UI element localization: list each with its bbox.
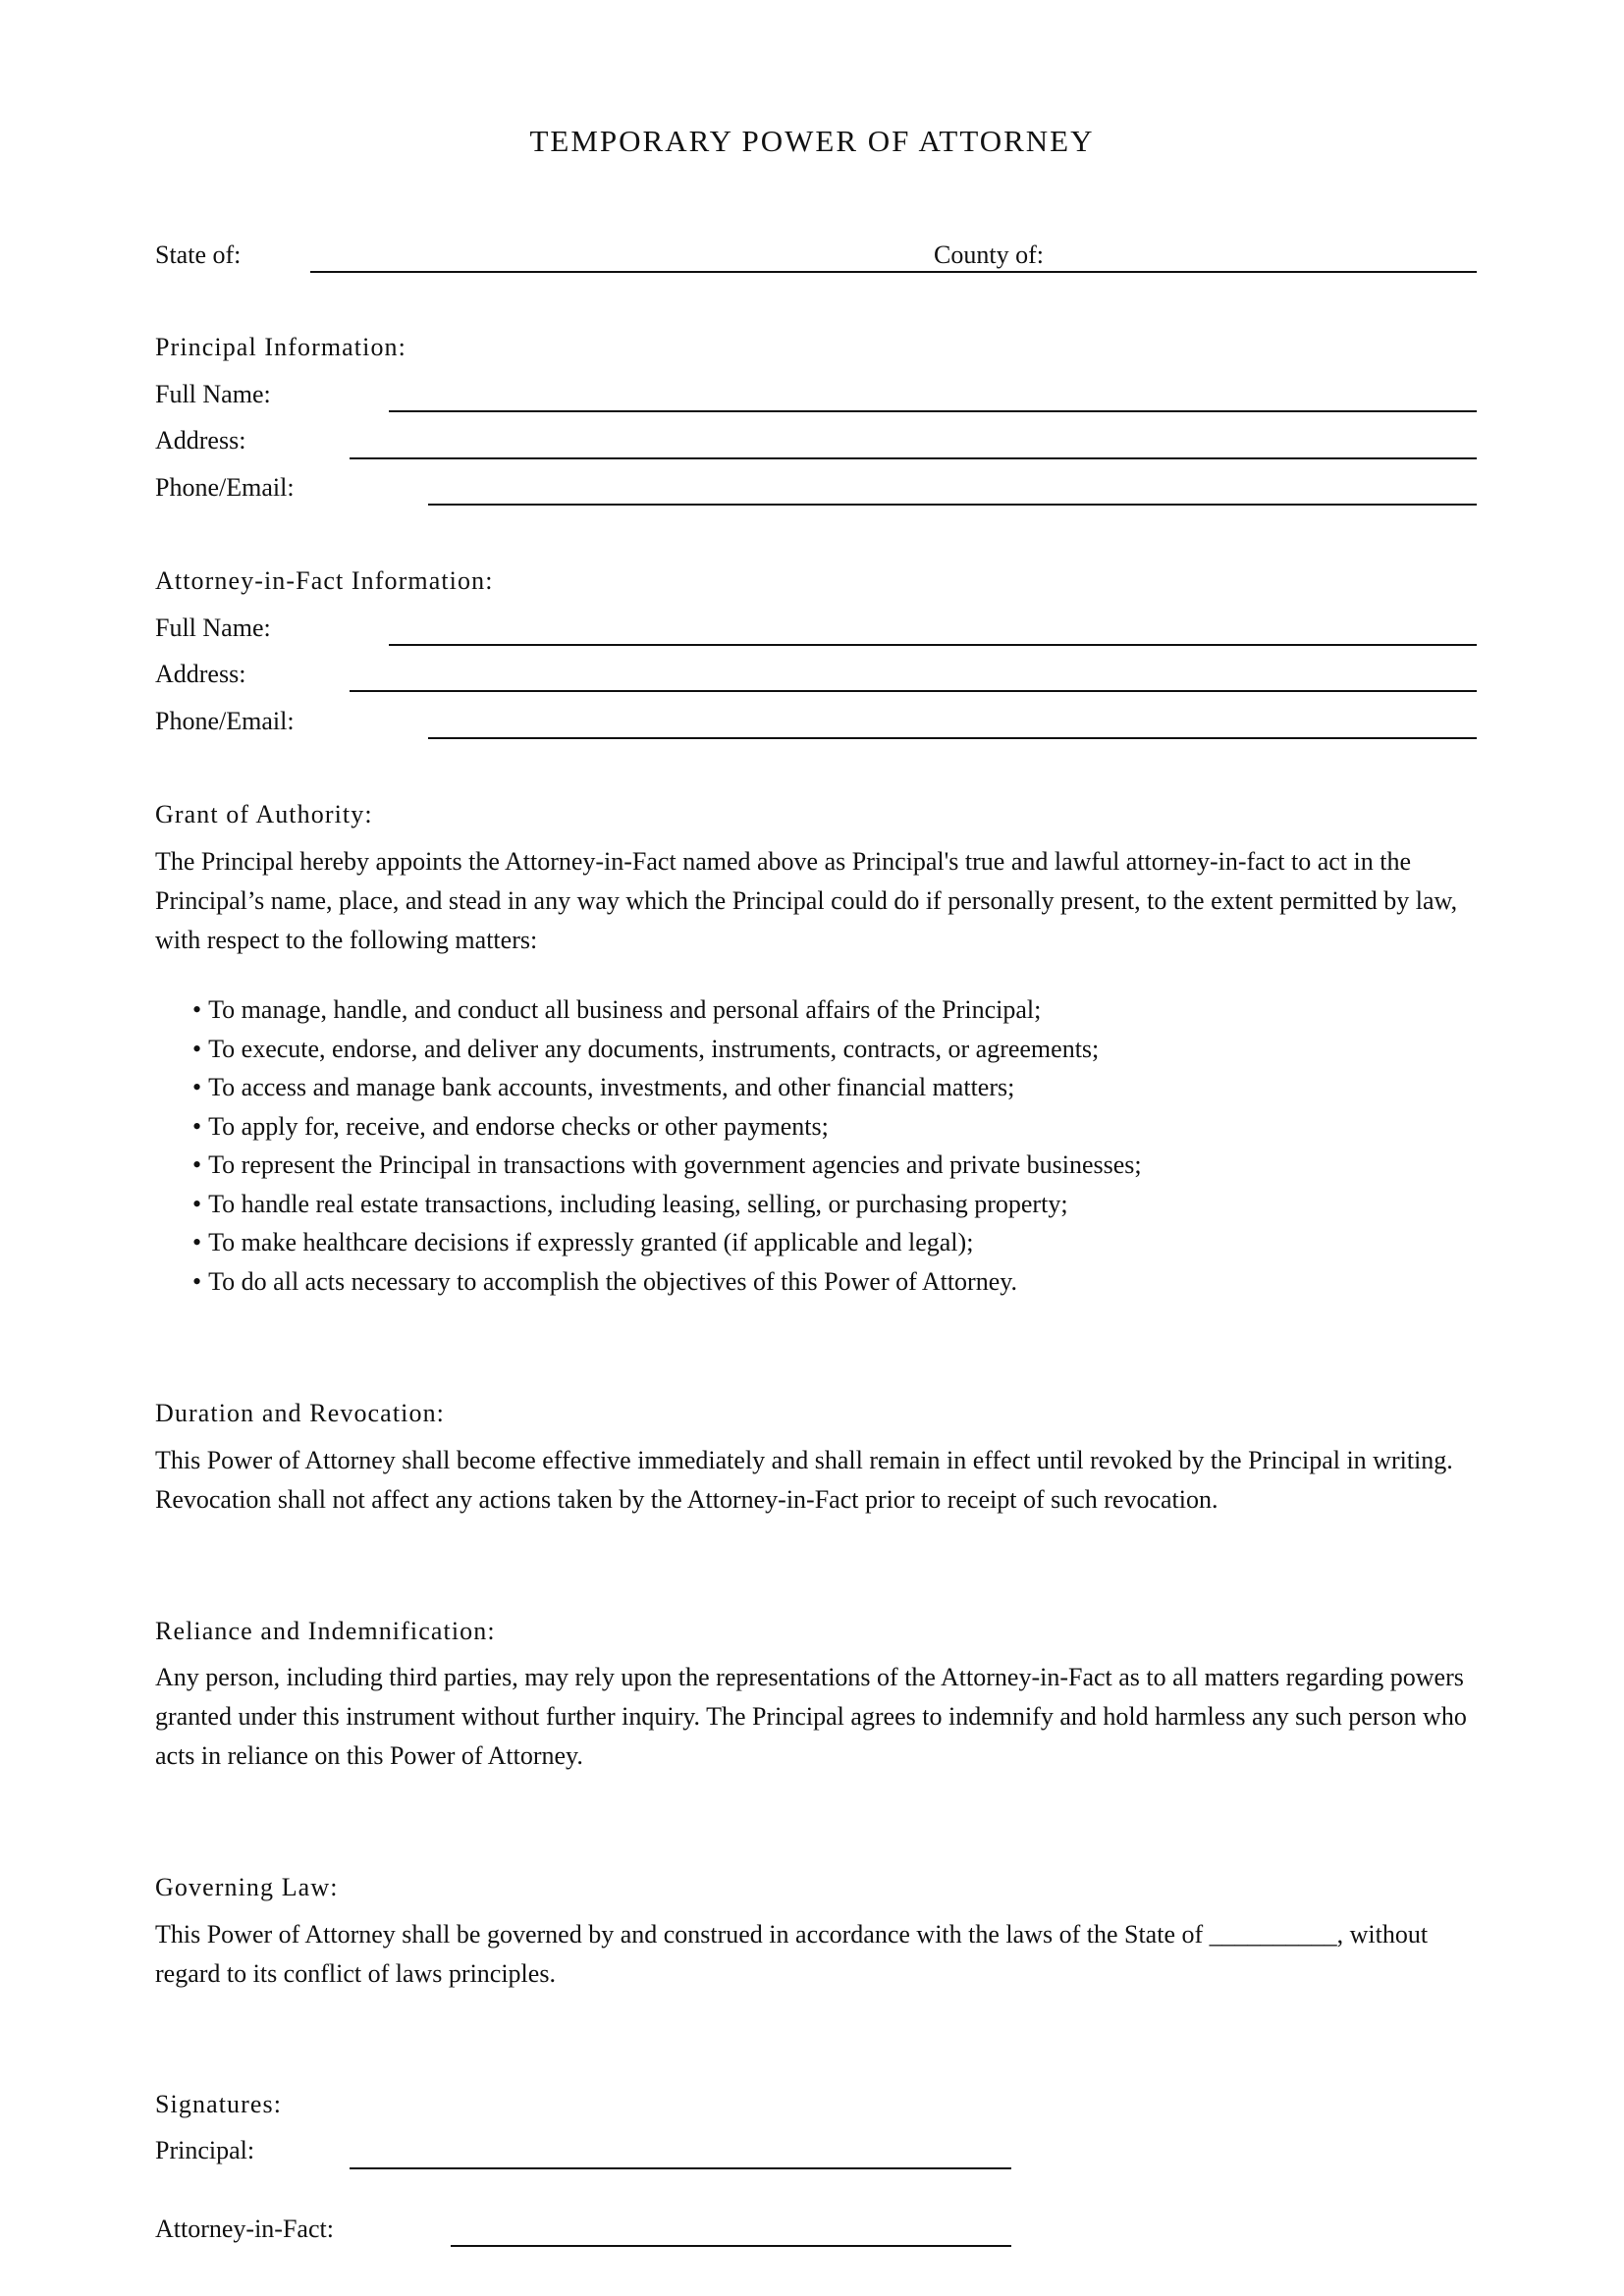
reliance-heading: Reliance and Indemnification:: [155, 1617, 496, 1645]
grant-power-item: • To access and manage bank accounts, investments, and other financial matters;: [192, 1068, 1142, 1107]
principal-phone-label: Phone/Email:: [155, 473, 295, 502]
principal-signature-label: Principal:: [155, 2136, 255, 2164]
attorney-signature-label: Attorney-in-Fact:: [155, 2215, 334, 2243]
grant-power-item: • To make healthcare decisions if expressly granted (if applicable and legal);: [192, 1223, 1142, 1262]
document-title: TEMPORARY POWER OF ATTORNEY: [529, 124, 1095, 158]
principal-full-name-label: Full Name:: [155, 380, 271, 408]
attorney-address-label: Address:: [155, 660, 246, 688]
state-county-line[interactable]: [310, 271, 1477, 273]
principal-address-field[interactable]: [350, 457, 1477, 459]
county-label: County of:: [934, 240, 1044, 269]
grant-power-item: • To manage, handle, and conduct all business and personal affairs of the Principal;: [192, 990, 1142, 1030]
duration-heading: Duration and Revocation:: [155, 1399, 445, 1427]
reliance-paragraph: Any person, including third parties, may rely upon the representations of the Attorney-in-Fact as to all matters regarding powers granted under this instrument without further inquiry. The Principal agrees to indemnify and hold harmless any such person who acts in reliance on this Power of Attorney.: [155, 1663, 1467, 1770]
grant-power-item: • To execute, endorse, and deliver any documents, instruments, contracts, or agreements;: [192, 1030, 1142, 1069]
attorney-full-name-label: Full Name:: [155, 614, 271, 642]
attorney-address-field[interactable]: [350, 690, 1477, 692]
attorney-full-name-field[interactable]: [389, 644, 1477, 646]
principal-address-label: Address:: [155, 426, 246, 454]
duration-paragraph: This Power of Attorney shall become effective immediately and shall remain in effect until revoked by the Principal in writing. Revocation shall not affect any actions taken by the Attorney-in-Fact prior to receipt of such revocation.: [155, 1446, 1453, 1514]
state-label: State of:: [155, 240, 242, 269]
attorney-phone-field[interactable]: [428, 737, 1477, 739]
attorney-phone-label: Phone/Email:: [155, 707, 295, 735]
grant-power-item: • To handle real estate transactions, including leasing, selling, or purchasing property;: [192, 1185, 1142, 1224]
grant-paragraph: The Principal hereby appoints the Attorney-in-Fact named above as Principal's true and lawful attorney-in-fact to act in the Principal’s name, place, and stead in any way which the Principal could do if personally present, to the extent permitted by law, with respect to the following matters:: [155, 847, 1458, 954]
attorney-heading: Attorney-in-Fact Information:: [155, 566, 494, 595]
principal-phone-field[interactable]: [428, 504, 1477, 506]
principal-heading: Principal Information:: [155, 333, 406, 361]
principal-full-name-field[interactable]: [389, 410, 1477, 412]
principal-signature-line[interactable]: [350, 2167, 1011, 2169]
attorney-signature-line[interactable]: [451, 2245, 1011, 2247]
grant-heading: Grant of Authority:: [155, 800, 373, 828]
governing-heading: Governing Law:: [155, 1873, 339, 1901]
signatures-heading: Signatures:: [155, 2090, 283, 2118]
grant-power-item: • To represent the Principal in transactions with government agencies and private businesses;: [192, 1146, 1142, 1185]
grant-power-item: • To do all acts necessary to accomplish the objectives of this Power of Attorney.: [192, 1262, 1142, 1302]
governing-paragraph: This Power of Attorney shall be governed by and construed in accordance with the laws of the State of __________, without regard to its conflict of laws principles.: [155, 1920, 1429, 1988]
grant-power-item: • To apply for, receive, and endorse checks or other payments;: [192, 1107, 1142, 1147]
grant-powers-list: [192, 990, 1142, 1301]
